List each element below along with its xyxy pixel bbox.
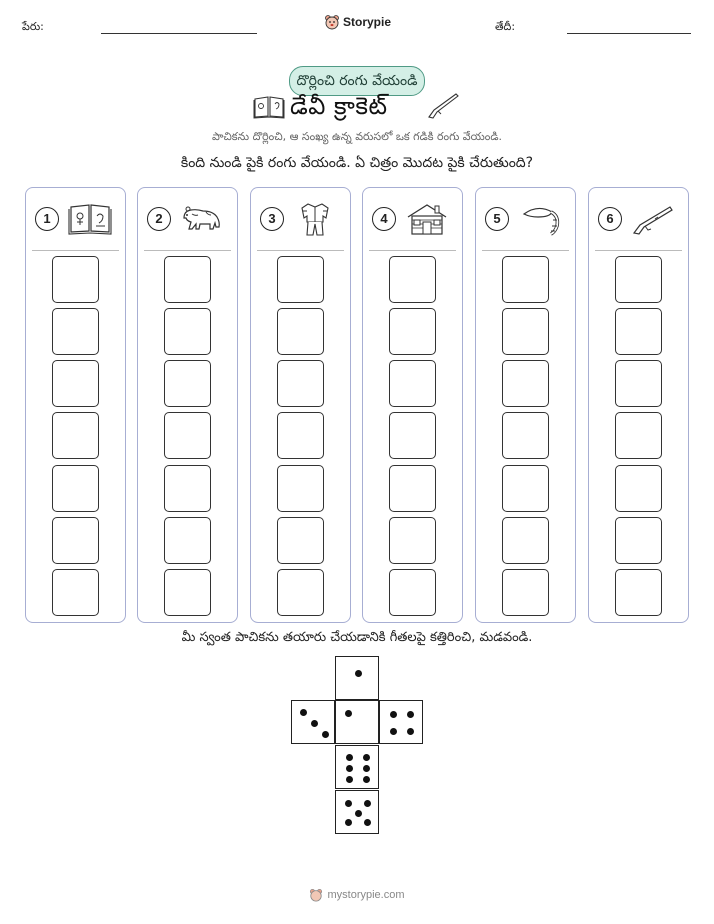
title-rifle-icon bbox=[426, 90, 460, 124]
color-box[interactable] bbox=[52, 465, 99, 512]
color-box[interactable] bbox=[277, 465, 324, 512]
die-face-left bbox=[291, 700, 335, 744]
instruction: కింది నుండి పైకి రంగు వేయండి. ఏ చిత్రం మొదట పైకి చేరుతుంది? bbox=[180, 155, 534, 171]
color-box[interactable] bbox=[389, 256, 436, 303]
die-pip bbox=[311, 720, 318, 727]
die-pip bbox=[322, 731, 329, 738]
color-box[interactable] bbox=[389, 465, 436, 512]
die-pip bbox=[300, 709, 307, 716]
color-box[interactable] bbox=[615, 412, 662, 459]
rifle-icon bbox=[631, 202, 677, 238]
buckskin-suit-icon bbox=[293, 202, 339, 238]
color-box[interactable] bbox=[389, 569, 436, 616]
color-box[interactable] bbox=[52, 517, 99, 564]
color-box[interactable] bbox=[164, 569, 211, 616]
color-box[interactable] bbox=[277, 569, 324, 616]
color-box[interactable] bbox=[615, 360, 662, 407]
color-box[interactable] bbox=[277, 412, 324, 459]
color-box[interactable] bbox=[502, 517, 549, 564]
color-box[interactable] bbox=[277, 256, 324, 303]
column-header bbox=[476, 188, 575, 250]
color-box[interactable] bbox=[502, 308, 549, 355]
color-box[interactable] bbox=[502, 569, 549, 616]
bear-icon bbox=[180, 202, 226, 238]
column-number: 5 bbox=[485, 207, 509, 231]
die-pip bbox=[363, 754, 370, 761]
die-pip bbox=[355, 810, 362, 817]
name-label: పేరు: bbox=[22, 20, 44, 33]
column-number: 6 bbox=[598, 207, 622, 231]
color-box[interactable] bbox=[52, 256, 99, 303]
color-box[interactable] bbox=[52, 412, 99, 459]
die-pip bbox=[346, 754, 353, 761]
column-4 bbox=[362, 187, 463, 623]
column-header bbox=[589, 188, 688, 250]
color-box[interactable] bbox=[164, 465, 211, 512]
column-number: 1 bbox=[35, 207, 59, 231]
die-pip bbox=[346, 765, 353, 772]
die-pip bbox=[355, 670, 362, 677]
book-icon bbox=[68, 202, 114, 238]
color-box[interactable] bbox=[164, 517, 211, 564]
die-pip bbox=[407, 728, 414, 735]
color-box[interactable] bbox=[615, 308, 662, 355]
die-face-center bbox=[335, 700, 379, 744]
color-box[interactable] bbox=[615, 569, 662, 616]
column-header bbox=[363, 188, 462, 250]
column-header bbox=[138, 188, 237, 250]
color-box[interactable] bbox=[502, 256, 549, 303]
die-pip bbox=[407, 711, 414, 718]
color-box[interactable] bbox=[277, 360, 324, 407]
die-pip bbox=[363, 765, 370, 772]
color-box[interactable] bbox=[164, 308, 211, 355]
roll-and-color-badge: దొర్లించి రంగు వేయండి bbox=[289, 66, 425, 96]
color-box[interactable] bbox=[164, 256, 211, 303]
color-box[interactable] bbox=[389, 517, 436, 564]
column-5 bbox=[475, 187, 576, 623]
column-divider bbox=[482, 250, 569, 251]
date-field[interactable] bbox=[567, 33, 691, 34]
die-pip bbox=[390, 728, 397, 735]
name-field[interactable] bbox=[101, 33, 257, 34]
column-3 bbox=[250, 187, 351, 623]
die-face-top bbox=[335, 656, 379, 700]
color-box[interactable] bbox=[277, 308, 324, 355]
column-number: 2 bbox=[147, 207, 171, 231]
column-divider bbox=[32, 250, 119, 251]
storypie-footer-icon bbox=[309, 888, 323, 902]
column-1 bbox=[25, 187, 126, 623]
log-cabin-icon bbox=[405, 202, 451, 238]
color-box[interactable] bbox=[615, 465, 662, 512]
die-pip bbox=[364, 800, 371, 807]
color-box[interactable] bbox=[502, 412, 549, 459]
color-box[interactable] bbox=[502, 360, 549, 407]
brand-logo bbox=[324, 14, 391, 30]
color-box[interactable] bbox=[52, 569, 99, 616]
color-box[interactable] bbox=[389, 360, 436, 407]
footer bbox=[0, 888, 714, 902]
color-box[interactable] bbox=[502, 465, 549, 512]
cut-instruction: మీ స్వంత పాచికను తయారు చేయడానికి గీతలపై కత్తిరించి, మడవండి. bbox=[181, 630, 533, 645]
die-pip bbox=[364, 819, 371, 826]
column-header bbox=[26, 188, 125, 250]
column-2 bbox=[137, 187, 238, 623]
footer-url: mystorypie.com bbox=[327, 889, 405, 901]
die-pip bbox=[345, 800, 352, 807]
storypie-bear-icon bbox=[324, 14, 340, 30]
column-divider bbox=[257, 250, 344, 251]
column-header bbox=[251, 188, 350, 250]
column-divider bbox=[595, 250, 682, 251]
color-box[interactable] bbox=[164, 412, 211, 459]
column-6 bbox=[588, 187, 689, 623]
color-box[interactable] bbox=[615, 256, 662, 303]
page-title: డేవీ క్రాకెట్ bbox=[290, 92, 388, 120]
die-pip bbox=[390, 711, 397, 718]
color-box[interactable] bbox=[52, 308, 99, 355]
die-face-lower bbox=[335, 745, 379, 789]
subtitle: పాచికను దొర్లించి, ఆ సంఖ్య ఉన్న వరుసలో ఒక గడికి రంగు వేయండి. bbox=[212, 130, 502, 143]
die-pip bbox=[345, 819, 352, 826]
title-book-icon bbox=[253, 95, 285, 123]
column-divider bbox=[144, 250, 231, 251]
color-box[interactable] bbox=[277, 517, 324, 564]
die-pip bbox=[345, 710, 352, 717]
die-pip bbox=[363, 776, 370, 783]
column-divider bbox=[369, 250, 456, 251]
color-box[interactable] bbox=[615, 517, 662, 564]
die-face-bottom bbox=[335, 790, 379, 834]
coonskin-cap-icon bbox=[518, 202, 564, 238]
brand-name: Storypie bbox=[343, 15, 392, 29]
column-number: 3 bbox=[260, 207, 284, 231]
color-box[interactable] bbox=[164, 360, 211, 407]
die-face-right bbox=[379, 700, 423, 744]
column-number: 4 bbox=[372, 207, 396, 231]
color-box[interactable] bbox=[389, 412, 436, 459]
date-label: తేదీ: bbox=[495, 20, 516, 33]
die-pip bbox=[346, 776, 353, 783]
color-box[interactable] bbox=[389, 308, 436, 355]
color-box[interactable] bbox=[52, 360, 99, 407]
